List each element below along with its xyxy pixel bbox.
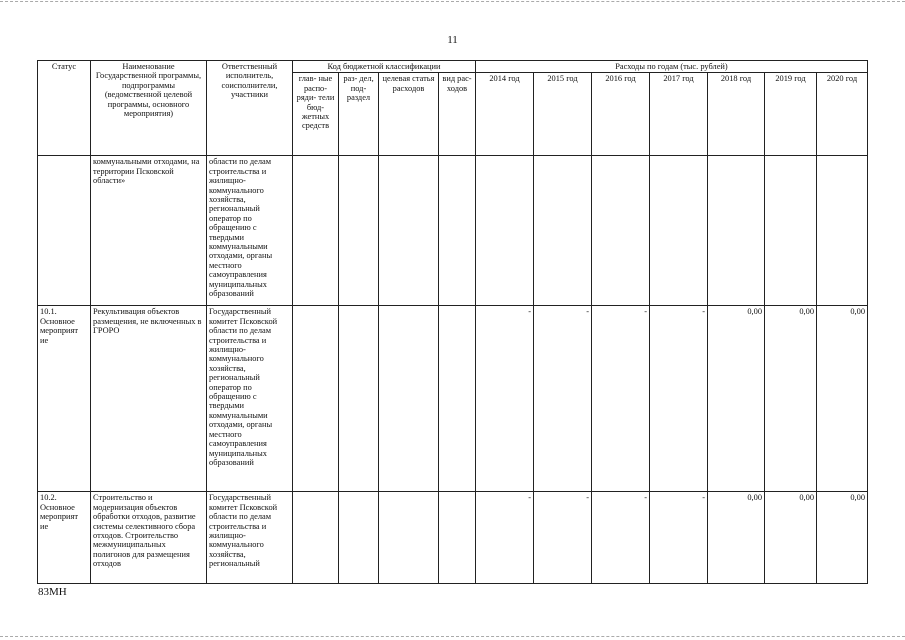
table-row	[38, 306, 868, 492]
header-code-vr: вид рас- ходов	[439, 73, 476, 156]
row-code-gr	[293, 156, 339, 306]
table-row	[38, 156, 868, 306]
row-responsible: Государственный комитет Псковской области по делам строительства и жилищно- коммунального хозяйства, региональный	[207, 492, 293, 584]
header-responsible: Ответственный исполнитель, соисполнители, участники	[207, 61, 293, 156]
row-value-2016	[592, 156, 650, 306]
page-number: 11	[447, 34, 458, 46]
row-value-2019	[765, 156, 817, 306]
row-status	[38, 156, 91, 306]
row-code-gr	[293, 306, 339, 492]
row-code-csr	[379, 492, 439, 584]
row-code-vr	[439, 156, 476, 306]
header-status: Статус	[38, 61, 91, 156]
row-value-2017: -	[650, 306, 708, 492]
row-value-2015: -	[534, 306, 592, 492]
footer-document-code: 83МН	[38, 586, 67, 598]
row-value-2016: -	[592, 306, 650, 492]
row-status: 10.1. Основное мероприят ие	[38, 306, 91, 492]
header-year-2015: 2015 год	[534, 73, 592, 156]
header-row-top	[38, 61, 868, 73]
row-value-2017	[650, 156, 708, 306]
row-code-csr	[379, 156, 439, 306]
row-responsible: Государственный комитет Псковской области по делам строительства и жилищно- коммунального хозяйства, региональный оператор по обращению с твердыми коммунальными отходами, органы местного самоуправления муниципальных образований	[207, 306, 293, 492]
header-year-2019: 2019 год	[765, 73, 817, 156]
row-value-2020: 0,00	[817, 306, 868, 492]
header-year-2020: 2020 год	[817, 73, 868, 156]
budget-table	[37, 60, 868, 584]
row-responsible: области по делам строительства и жилищно- коммунального хозяйства, региональный оператор по обращению с твердыми коммунальными отходами, органы местного самоуправления муниципальных образований	[207, 156, 293, 306]
row-value-2017: -	[650, 492, 708, 584]
row-value-2018: 0,00	[708, 306, 765, 492]
row-code-vr	[439, 306, 476, 492]
row-code-gr	[293, 492, 339, 584]
row-value-2018	[708, 156, 765, 306]
row-value-2020: 0,00	[817, 492, 868, 584]
row-code-rzpr	[339, 492, 379, 584]
header-code-gr: глав- ные распо- ряди- тели бюд- жетных средств	[293, 73, 339, 156]
row-value-2018: 0,00	[708, 492, 765, 584]
row-name: коммунальными отходами, на территории Псковской области»	[91, 156, 207, 306]
row-value-2015: -	[534, 492, 592, 584]
row-value-2019: 0,00	[765, 306, 817, 492]
row-value-2015	[534, 156, 592, 306]
scan-edge-top	[0, 1, 905, 2]
row-code-csr	[379, 306, 439, 492]
row-value-2014: -	[476, 492, 534, 584]
row-name: Рекультивация объектов размещения, не включенных в ГРОРО	[91, 306, 207, 492]
row-status: 10.2. Основное мероприят ие	[38, 492, 91, 584]
row-value-2014: -	[476, 306, 534, 492]
header-code-csr: целевая статья расходов	[379, 73, 439, 156]
row-code-vr	[439, 492, 476, 584]
header-expenses: Расходы по годам (тыс. рублей)	[476, 61, 868, 73]
header-budget-code: Код бюджетной классификации	[293, 61, 476, 73]
header-year-2014: 2014 год	[476, 73, 534, 156]
row-value-2020	[817, 156, 868, 306]
row-value-2014	[476, 156, 534, 306]
row-code-rzpr	[339, 156, 379, 306]
header-name: Наименование Государственной программы, подпрограммы (ведомственной целевой программы, основного мероприятия)	[91, 61, 207, 156]
header-code-rzpr: раз- дел, под- раздел	[339, 73, 379, 156]
header-year-2017: 2017 год	[650, 73, 708, 156]
header-year-2018: 2018 год	[708, 73, 765, 156]
row-code-rzpr	[339, 306, 379, 492]
row-name: Строительство и модернизация объектов обработки отходов, развитие системы селективного сбора отходов. Строительство межмуниципальных полигонов для размещения отходов	[91, 492, 207, 584]
row-value-2016: -	[592, 492, 650, 584]
row-value-2019: 0,00	[765, 492, 817, 584]
header-year-2016: 2016 год	[592, 73, 650, 156]
scan-edge-bottom	[0, 636, 905, 637]
table-row	[38, 492, 868, 584]
